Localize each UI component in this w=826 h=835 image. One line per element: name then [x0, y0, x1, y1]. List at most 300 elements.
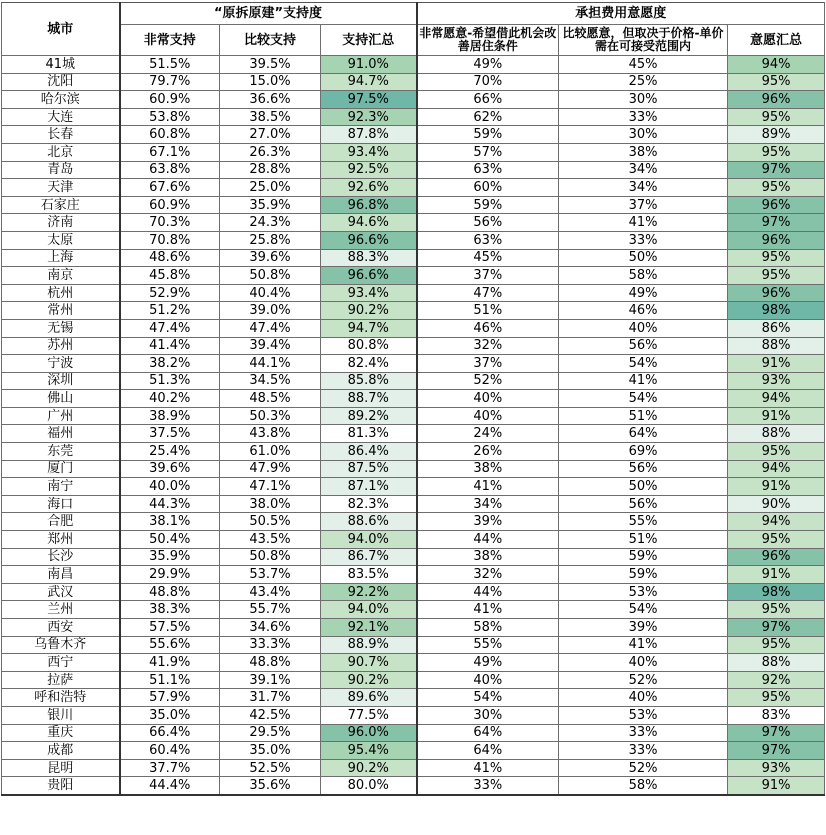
city-cell: 宁波 [2, 355, 120, 373]
price-dependent-cell: 49% [559, 284, 728, 302]
support-total-cell: 82.4% [321, 355, 417, 373]
table-row [2, 443, 825, 461]
city-cell: 长春 [2, 126, 120, 144]
willing-total-cell: 96% [728, 196, 825, 214]
very-support-cell: 29.9% [120, 566, 220, 584]
willing-total-cell: 95% [728, 73, 825, 91]
willing-total-cell: 95% [728, 143, 825, 161]
very-support-cell: 70.8% [120, 231, 220, 249]
table-row [2, 689, 825, 707]
table-row [2, 214, 825, 232]
city-cell: 广州 [2, 407, 120, 425]
price-dependent-cell: 41% [559, 372, 728, 390]
very-willing-cell: 63% [417, 231, 559, 249]
table-row [2, 759, 825, 777]
somewhat-support-cell: 38.5% [220, 108, 321, 126]
city-cell: 石家庄 [2, 196, 120, 214]
table-row [2, 337, 825, 355]
table-row [2, 91, 825, 109]
very-willing-cell: 64% [417, 742, 559, 760]
very-willing-cell: 49% [417, 654, 559, 672]
support-total-cell: 90.2% [321, 671, 417, 689]
table-row [2, 407, 825, 425]
price-dependent-cell: 25% [559, 73, 728, 91]
price-dependent-cell: 55% [559, 513, 728, 531]
price-dependent-cell: 59% [559, 548, 728, 566]
somewhat-support-cell: 47.9% [220, 460, 321, 478]
very-willing-cell: 46% [417, 319, 559, 337]
price-dependent-cell: 33% [559, 231, 728, 249]
cost-group-header: 承担费用意愿度 [417, 3, 825, 25]
support-total-cell: 86.4% [321, 443, 417, 461]
support-total-cell: 83.5% [321, 566, 417, 584]
very-willing-cell: 38% [417, 548, 559, 566]
price-dependent-cell: 50% [559, 249, 728, 267]
very-willing-cell: 30% [417, 706, 559, 724]
somewhat-support-cell: 50.3% [220, 407, 321, 425]
support-total-cell: 86.7% [321, 548, 417, 566]
very-support-cell: 44.4% [120, 777, 220, 795]
support-total-cell: 94.6% [321, 214, 417, 232]
price-dependent-cell: 56% [559, 460, 728, 478]
willing-total-cell: 95% [728, 531, 825, 549]
somewhat-support-cell: 44.1% [220, 355, 321, 373]
somewhat-support-cell: 39.4% [220, 337, 321, 355]
city-cell: 贵阳 [2, 777, 120, 795]
city-cell: 合肥 [2, 513, 120, 531]
city-cell: 哈尔滨 [2, 91, 120, 109]
willing-total-cell: 94% [728, 513, 825, 531]
very-willing-cell: 62% [417, 108, 559, 126]
support-total-cell: 87.5% [321, 460, 417, 478]
very-willing-cell: 44% [417, 583, 559, 601]
support-total-cell: 97.5% [321, 91, 417, 109]
willing-total-cell: 94% [728, 56, 825, 74]
willing-total-cell: 91% [728, 407, 825, 425]
very-willing-cell: 41% [417, 759, 559, 777]
table-row [2, 583, 825, 601]
willing-total-cell: 88% [728, 337, 825, 355]
somewhat-support-cell: 42.5% [220, 706, 321, 724]
somewhat-support-cell: 39.1% [220, 671, 321, 689]
very-support-cell: 38.1% [120, 513, 220, 531]
price-dependent-cell: 33% [559, 108, 728, 126]
price-dependent-cell: 33% [559, 742, 728, 760]
somewhat-support-cell: 48.5% [220, 390, 321, 408]
somewhat-support-cell: 39.5% [220, 56, 321, 74]
support-total-cell: 88.9% [321, 636, 417, 654]
very-willing-cell: 70% [417, 73, 559, 91]
price-dependent-cell: 50% [559, 478, 728, 496]
somewhat-support-cell: 47.1% [220, 478, 321, 496]
very-support-cell: 70.3% [120, 214, 220, 232]
somewhat-support-cell: 50.8% [220, 267, 321, 285]
table-row [2, 267, 825, 285]
very-support-header: 非常支持 [120, 25, 220, 56]
very-support-cell: 51.5% [120, 56, 220, 74]
willing-total-cell: 95% [728, 249, 825, 267]
very-support-cell: 35.9% [120, 548, 220, 566]
support-total-cell: 92.5% [321, 161, 417, 179]
price-dependent-cell: 58% [559, 267, 728, 285]
city-cell: 乌鲁木齐 [2, 636, 120, 654]
city-cell: 大连 [2, 108, 120, 126]
somewhat-support-cell: 28.8% [220, 161, 321, 179]
table-row [2, 231, 825, 249]
willing-total-cell: 94% [728, 390, 825, 408]
willing-total-cell: 88% [728, 654, 825, 672]
willing-total-cell: 95% [728, 108, 825, 126]
city-survey-table [1, 2, 825, 796]
price-dependent-cell: 59% [559, 566, 728, 584]
table-row [2, 73, 825, 91]
somewhat-support-cell: 24.3% [220, 214, 321, 232]
city-cell: 南京 [2, 267, 120, 285]
support-total-cell: 94.0% [321, 601, 417, 619]
willing-total-cell: 97% [728, 742, 825, 760]
willing-total-cell: 96% [728, 231, 825, 249]
very-support-cell: 44.3% [120, 495, 220, 513]
table-row [2, 742, 825, 760]
very-support-cell: 35.0% [120, 706, 220, 724]
very-willing-cell: 59% [417, 126, 559, 144]
very-support-cell: 38.9% [120, 407, 220, 425]
somewhat-support-cell: 25.0% [220, 179, 321, 197]
very-support-cell: 40.2% [120, 390, 220, 408]
price-dependent-cell: 40% [559, 654, 728, 672]
table-row [2, 108, 825, 126]
table-row [2, 777, 825, 795]
support-total-cell: 82.3% [321, 495, 417, 513]
support-total-cell: 92.6% [321, 179, 417, 197]
very-willing-cell: 37% [417, 267, 559, 285]
very-willing-cell: 54% [417, 689, 559, 707]
willing-total-cell: 91% [728, 355, 825, 373]
support-total-cell: 87.8% [321, 126, 417, 144]
support-total-cell: 88.3% [321, 249, 417, 267]
price-dependent-cell: 52% [559, 671, 728, 689]
willing-total-cell: 96% [728, 548, 825, 566]
city-cell: 福州 [2, 425, 120, 443]
very-willing-cell: 37% [417, 355, 559, 373]
table-row [2, 654, 825, 672]
city-cell: 海口 [2, 495, 120, 513]
table-row [2, 56, 825, 74]
city-cell: 无锡 [2, 319, 120, 337]
very-willing-cell: 58% [417, 619, 559, 637]
very-support-cell: 66.4% [120, 724, 220, 742]
table-row [2, 161, 825, 179]
city-cell: 南昌 [2, 566, 120, 584]
table-row [2, 249, 825, 267]
very-support-cell: 37.7% [120, 759, 220, 777]
table-row [2, 495, 825, 513]
price-dependent-cell: 41% [559, 636, 728, 654]
somewhat-support-cell: 34.5% [220, 372, 321, 390]
price-dependent-cell: 40% [559, 319, 728, 337]
price-dependent-cell: 34% [559, 179, 728, 197]
very-support-cell: 60.9% [120, 91, 220, 109]
price-dependent-cell: 56% [559, 337, 728, 355]
city-cell: 东莞 [2, 443, 120, 461]
city-cell: 41城 [2, 56, 120, 74]
city-cell: 成都 [2, 742, 120, 760]
very-support-cell: 60.9% [120, 196, 220, 214]
very-support-cell: 39.6% [120, 460, 220, 478]
somewhat-support-cell: 35.6% [220, 777, 321, 795]
very-support-cell: 52.9% [120, 284, 220, 302]
somewhat-support-cell: 29.5% [220, 724, 321, 742]
very-support-cell: 50.4% [120, 531, 220, 549]
somewhat-support-cell: 35.0% [220, 742, 321, 760]
city-cell: 沈阳 [2, 73, 120, 91]
support-total-cell: 90.2% [321, 302, 417, 320]
support-total-cell: 85.8% [321, 372, 417, 390]
somewhat-support-cell: 48.8% [220, 654, 321, 672]
somewhat-support-cell: 27.0% [220, 126, 321, 144]
price-dependent-cell: 64% [559, 425, 728, 443]
price-dependent-cell: 37% [559, 196, 728, 214]
somewhat-support-cell: 15.0% [220, 73, 321, 91]
willing-total-cell: 95% [728, 179, 825, 197]
willing-total-header: 意愿汇总 [728, 25, 825, 56]
support-total-cell: 80.0% [321, 777, 417, 795]
support-total-cell: 94.7% [321, 73, 417, 91]
somewhat-support-cell: 39.0% [220, 302, 321, 320]
somewhat-support-cell: 43.8% [220, 425, 321, 443]
city-cell: 西安 [2, 619, 120, 637]
support-total-cell: 88.7% [321, 390, 417, 408]
support-total-cell: 77.5% [321, 706, 417, 724]
price-dependent-cell: 41% [559, 214, 728, 232]
very-support-cell: 37.5% [120, 425, 220, 443]
very-support-cell: 67.6% [120, 179, 220, 197]
somewhat-support-cell: 55.7% [220, 601, 321, 619]
price-dependent-cell: 39% [559, 619, 728, 637]
willing-total-cell: 86% [728, 319, 825, 337]
price-dependent-cell: 30% [559, 91, 728, 109]
somewhat-support-cell: 47.4% [220, 319, 321, 337]
price-dependent-cell: 54% [559, 355, 728, 373]
support-total-cell: 89.2% [321, 407, 417, 425]
very-willing-cell: 40% [417, 671, 559, 689]
support-group-header: “原拆原建”支持度 [120, 3, 417, 25]
very-support-cell: 67.1% [120, 143, 220, 161]
very-willing-cell: 41% [417, 478, 559, 496]
willing-total-cell: 97% [728, 214, 825, 232]
somewhat-support-cell: 39.6% [220, 249, 321, 267]
willing-total-cell: 97% [728, 724, 825, 742]
support-total-cell: 94.0% [321, 531, 417, 549]
table-row [2, 671, 825, 689]
somewhat-support-cell: 31.7% [220, 689, 321, 707]
very-support-cell: 51.2% [120, 302, 220, 320]
price-dependent-cell: 51% [559, 531, 728, 549]
very-willing-cell: 40% [417, 390, 559, 408]
somewhat-support-cell: 50.5% [220, 513, 321, 531]
city-cell: 银川 [2, 706, 120, 724]
somewhat-support-cell: 40.4% [220, 284, 321, 302]
very-willing-cell: 26% [417, 443, 559, 461]
very-willing-cell: 40% [417, 407, 559, 425]
table-row [2, 601, 825, 619]
support-total-cell: 92.3% [321, 108, 417, 126]
table-row [2, 566, 825, 584]
support-total-cell: 92.2% [321, 583, 417, 601]
city-cell: 西宁 [2, 654, 120, 672]
table-row [2, 724, 825, 742]
city-cell: 武汉 [2, 583, 120, 601]
very-willing-cell: 45% [417, 249, 559, 267]
price-dependent-cell: 53% [559, 706, 728, 724]
city-cell: 佛山 [2, 390, 120, 408]
very-willing-cell: 39% [417, 513, 559, 531]
very-willing-cell: 59% [417, 196, 559, 214]
city-cell: 北京 [2, 143, 120, 161]
city-cell: 深圳 [2, 372, 120, 390]
willing-total-cell: 95% [728, 443, 825, 461]
somewhat-support-cell: 43.4% [220, 583, 321, 601]
very-willing-cell: 56% [417, 214, 559, 232]
very-willing-cell: 63% [417, 161, 559, 179]
very-support-cell: 51.1% [120, 671, 220, 689]
city-cell: 呼和浩特 [2, 689, 120, 707]
city-cell: 郑州 [2, 531, 120, 549]
price-dependent-cell: 33% [559, 724, 728, 742]
support-total-cell: 92.1% [321, 619, 417, 637]
price-dependent-cell: 58% [559, 777, 728, 795]
very-willing-header: 非常愿意-希望借此机会改善居住条件 [417, 25, 559, 56]
very-willing-cell: 32% [417, 566, 559, 584]
price-dependent-cell: 51% [559, 407, 728, 425]
willing-total-cell: 96% [728, 91, 825, 109]
city-cell: 南宁 [2, 478, 120, 496]
city-cell: 厦门 [2, 460, 120, 478]
willing-total-cell: 92% [728, 671, 825, 689]
somewhat-support-cell: 36.6% [220, 91, 321, 109]
support-total-header: 支持汇总 [321, 25, 417, 56]
willing-total-cell: 91% [728, 777, 825, 795]
somewhat-support-cell: 33.3% [220, 636, 321, 654]
very-support-cell: 53.8% [120, 108, 220, 126]
table-row [2, 478, 825, 496]
very-support-cell: 57.9% [120, 689, 220, 707]
support-total-cell: 94.7% [321, 319, 417, 337]
price-dependent-cell: 69% [559, 443, 728, 461]
very-willing-cell: 64% [417, 724, 559, 742]
city-cell: 常州 [2, 302, 120, 320]
somewhat-support-cell: 35.9% [220, 196, 321, 214]
table-row [2, 548, 825, 566]
table-row [2, 390, 825, 408]
very-willing-cell: 47% [417, 284, 559, 302]
willing-total-cell: 91% [728, 478, 825, 496]
very-willing-cell: 34% [417, 495, 559, 513]
city-cell: 杭州 [2, 284, 120, 302]
city-cell: 济南 [2, 214, 120, 232]
very-support-cell: 40.0% [120, 478, 220, 496]
willing-total-cell: 96% [728, 284, 825, 302]
city-cell: 苏州 [2, 337, 120, 355]
table-row [2, 143, 825, 161]
city-cell: 长沙 [2, 548, 120, 566]
willing-total-cell: 95% [728, 601, 825, 619]
willing-total-cell: 98% [728, 583, 825, 601]
city-cell: 拉萨 [2, 671, 120, 689]
very-support-cell: 45.8% [120, 267, 220, 285]
very-willing-cell: 57% [417, 143, 559, 161]
city-cell: 青岛 [2, 161, 120, 179]
table-row [2, 302, 825, 320]
somewhat-support-cell: 53.7% [220, 566, 321, 584]
city-cell: 重庆 [2, 724, 120, 742]
table-row [2, 619, 825, 637]
very-willing-cell: 38% [417, 460, 559, 478]
table-row [2, 126, 825, 144]
price-dependent-cell: 56% [559, 495, 728, 513]
very-support-cell: 38.3% [120, 601, 220, 619]
very-willing-cell: 66% [417, 91, 559, 109]
support-total-cell: 90.7% [321, 654, 417, 672]
very-support-cell: 48.8% [120, 583, 220, 601]
support-total-cell: 91.0% [321, 56, 417, 74]
support-total-cell: 96.6% [321, 267, 417, 285]
table-row [2, 196, 825, 214]
willing-total-cell: 89% [728, 126, 825, 144]
very-willing-cell: 24% [417, 425, 559, 443]
table-row [2, 460, 825, 478]
willing-total-cell: 97% [728, 161, 825, 179]
city-cell: 上海 [2, 249, 120, 267]
willing-total-cell: 97% [728, 619, 825, 637]
willing-total-cell: 98% [728, 302, 825, 320]
support-total-cell: 95.4% [321, 742, 417, 760]
somewhat-support-cell: 61.0% [220, 443, 321, 461]
support-total-cell: 87.1% [321, 478, 417, 496]
support-total-cell: 93.4% [321, 143, 417, 161]
very-support-cell: 60.8% [120, 126, 220, 144]
willing-total-cell: 95% [728, 267, 825, 285]
table-row [2, 425, 825, 443]
very-willing-cell: 41% [417, 601, 559, 619]
very-support-cell: 38.2% [120, 355, 220, 373]
price-dependent-cell: 40% [559, 689, 728, 707]
table-row [2, 179, 825, 197]
price-dependent-cell: 30% [559, 126, 728, 144]
willing-total-cell: 90% [728, 495, 825, 513]
somewhat-support-cell: 43.5% [220, 531, 321, 549]
city-column-header: 城市 [2, 3, 120, 56]
willing-total-cell: 93% [728, 759, 825, 777]
price-dependent-cell: 54% [559, 601, 728, 619]
very-support-cell: 41.4% [120, 337, 220, 355]
support-total-cell: 80.8% [321, 337, 417, 355]
table-row [2, 372, 825, 390]
very-support-cell: 41.9% [120, 654, 220, 672]
table-row [2, 513, 825, 531]
somewhat-support-cell: 25.8% [220, 231, 321, 249]
very-support-cell: 57.5% [120, 619, 220, 637]
willing-total-cell: 95% [728, 689, 825, 707]
willing-total-cell: 88% [728, 425, 825, 443]
very-support-cell: 79.7% [120, 73, 220, 91]
table-row [2, 636, 825, 654]
somewhat-support-cell: 34.6% [220, 619, 321, 637]
city-cell: 兰州 [2, 601, 120, 619]
table-row [2, 355, 825, 373]
support-total-cell: 81.3% [321, 425, 417, 443]
willing-total-cell: 83% [728, 706, 825, 724]
